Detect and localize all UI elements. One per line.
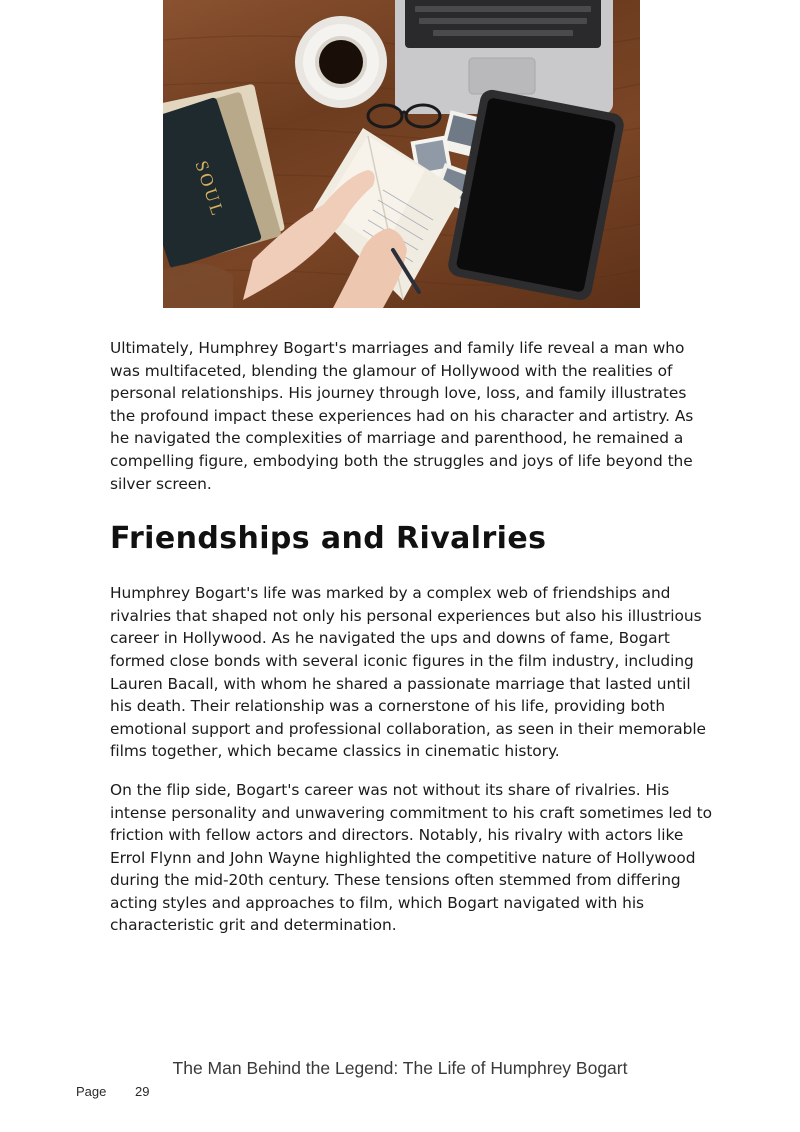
section-heading: Friendships and Rivalries	[110, 521, 547, 557]
footer-book-title: The Man Behind the Legend: The Life of Humphrey Bogart	[172, 1058, 628, 1078]
book-cover-title: SOUL	[191, 158, 229, 221]
page-number: 29	[135, 1084, 150, 1099]
paragraph-rivalries: On the flip side, Bogart's career was not without its share of rivalries. His intense personality and unwavering commitment to his craft sometimes led to friction with fellow actors and directors. Notably, his rivalry with actors like Errol Flynn and John Wayne highlighted the competitive nature of Hollywood during the mid-20th century. These tensions often stemmed from differing acting styles and approaches to film, which Bogart navigated with his characteristic grit and determination.	[110, 780, 712, 935]
book-stack	[163, 84, 285, 270]
paragraph-friendships: Humphrey Bogart's life was marked by a complex web of friendships and rivalries that shaped not only his personal experiences but also his illustrious career in Hollywood. As he navigated the ups and downs of fame, Bogart formed close bonds with several iconic figures in the film industry, including Lauren Bacall, with whom he shared a passionate marriage that lasted until his death. Their relationship was a cornerstone of his life, providing both emotional support and professional collaboration, as seen in their memorable films together, which became classics in cinematic history.	[110, 584, 706, 761]
page-label: Page	[76, 1084, 107, 1099]
desk-scene-illustration	[163, 0, 640, 308]
header-photo	[163, 0, 640, 308]
intro-paragraph: Ultimately, Humphrey Bogart's marriages and family life reveal a man who was multifaceted, blending the glamour of Hollywood with the realities of personal relationships. His journey through love, loss, and family illustrates the profound impact these experiences had on his character and artistry. As he navigated the complexities of marriage and parenthood, he remained a compelling figure, embodying both the struggles and joys of life beyond the silver screen.	[110, 339, 694, 493]
coffee-cup	[295, 16, 387, 108]
article-body	[110, 337, 716, 937]
